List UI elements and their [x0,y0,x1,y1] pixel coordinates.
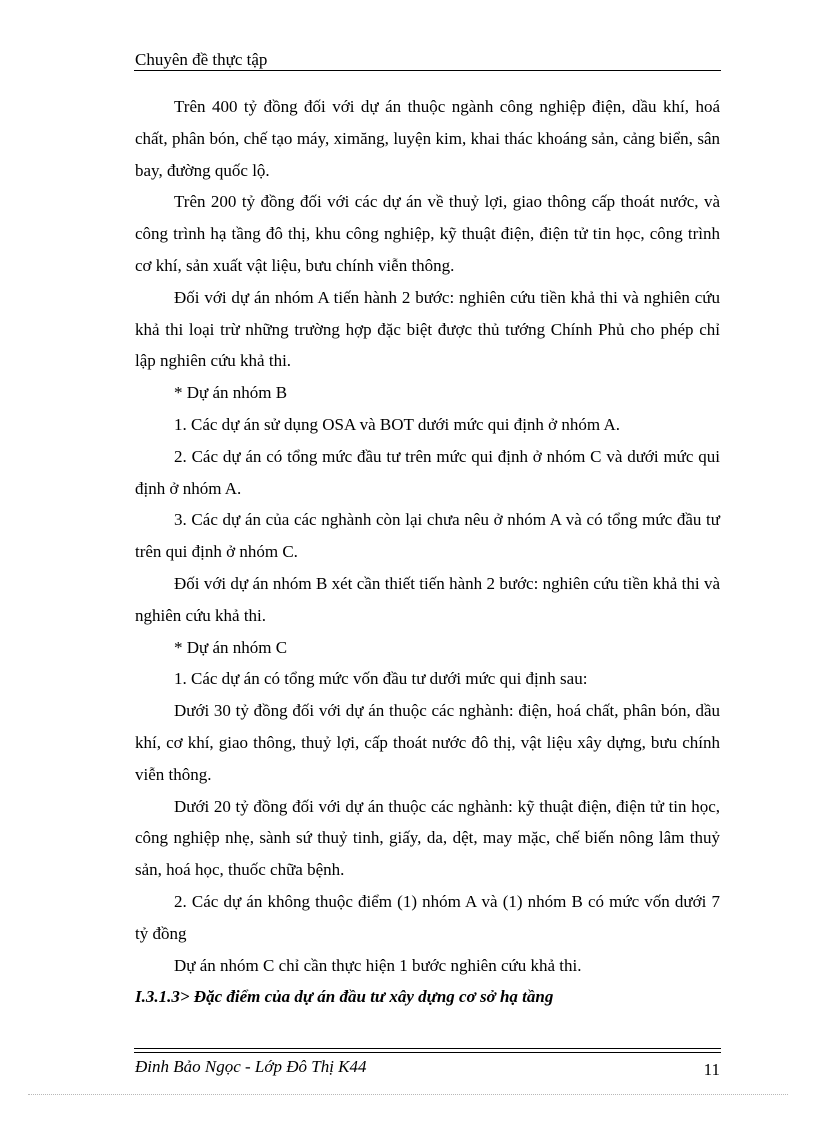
paragraph: 1. Các dự án có tổng mức vốn đầu tư dưới mức qui định sau: [174,669,588,689]
paragraph: 1. Các dự án sử dụng OSA và BOT dưới mức qui định ở nhóm A. [174,414,620,434]
page-bottom-dotted-edge [28,1094,788,1095]
paragraph: Dưới 20 tỷ đồng đối với dự án thuộc các nghành: kỹ thuật điện, điện tử tin học, công nghiệp nhẹ, sành sứ thuỷ tinh, giấy, da, dệt, may mặc, chế biến nông lâm thuỷ sản, hoá học, thuốc chữa bệnh. [135,796,720,880]
body-text [135,91,720,1013]
paragraph: Trên 400 tỷ đồng đối với dự án thuộc ngành công nghiệp điện, dầu khí, hoá chất, phân bón, chế tạo máy, ximăng, luyện kim, khai thác khoáng sản, cảng biển, sân bay, đường quốc lộ. [135,97,720,180]
page-header-title: Chuyên đề thực tập [135,50,268,69]
paragraph: * Dự án nhóm C [174,637,288,657]
paragraph: * Dự án nhóm B [174,383,288,403]
paragraph: 3. Các dự án của các nghành còn lại chưa nêu ở nhóm A và có tổng mức đầu tư trên qui định ở nhóm C. [135,510,720,562]
paragraph: Dưới 30 tỷ đồng đối với dự án thuộc các nghành: điện, hoá chất, phân bón, dầu khí, cơ khí, giao thông, thuỷ lợi, cấp thoát nước đô thị, vật liệu xây dựng, bưu chính viễn thông. [135,701,720,784]
section-heading: I.3.1.3> Đặc điểm của dự án đầu tư xây dựng cơ sở hạ tầng [135,987,554,1007]
paragraph: 2. Các dự án có tổng mức đầu tư trên mức qui định ở nhóm C và dưới mức qui định ở nhóm A. [135,446,720,498]
paragraph: Đối với dự án nhóm A tiến hành 2 bước: nghiên cứu tiền khả thi và nghiên cứu khả thi loại trừ những trường hợp đặc biệt được thủ tướng Chính Phủ cho phép chỉ lập nghiên cứu khả thi. [135,287,720,371]
paragraph: Đối với dự án nhóm B xét cần thiết tiến hành 2 bước: nghiên cứu tiền khả thi và nghiên cứu khả thi. [135,573,720,625]
footer-divider-bottom [134,1052,721,1053]
header-divider [134,70,721,71]
paragraph: Dự án nhóm C chỉ cần thực hiện 1 bước nghiên cứu khả thi. [174,955,582,975]
page-number: 11 [703,1060,720,1079]
footer-author: Đinh Bảo Ngọc - Lớp Đô Thị K44 [135,1057,367,1076]
paragraph: Trên 200 tỷ đồng đối với các dự án về thuỷ lợi, giao thông cấp thoát nước, và công trình hạ tầng đô thị, khu công nghiệp, kỹ thuật điện, điện tử tin học, công trình cơ khí, sản xuất vật liệu, bưu chính viễn thông. [135,192,720,275]
footer-divider-top [134,1048,721,1049]
paragraph: 2. Các dự án không thuộc điểm (1) nhóm A và (1) nhóm B có mức vốn dưới 7 tỷ đồng [135,891,720,943]
